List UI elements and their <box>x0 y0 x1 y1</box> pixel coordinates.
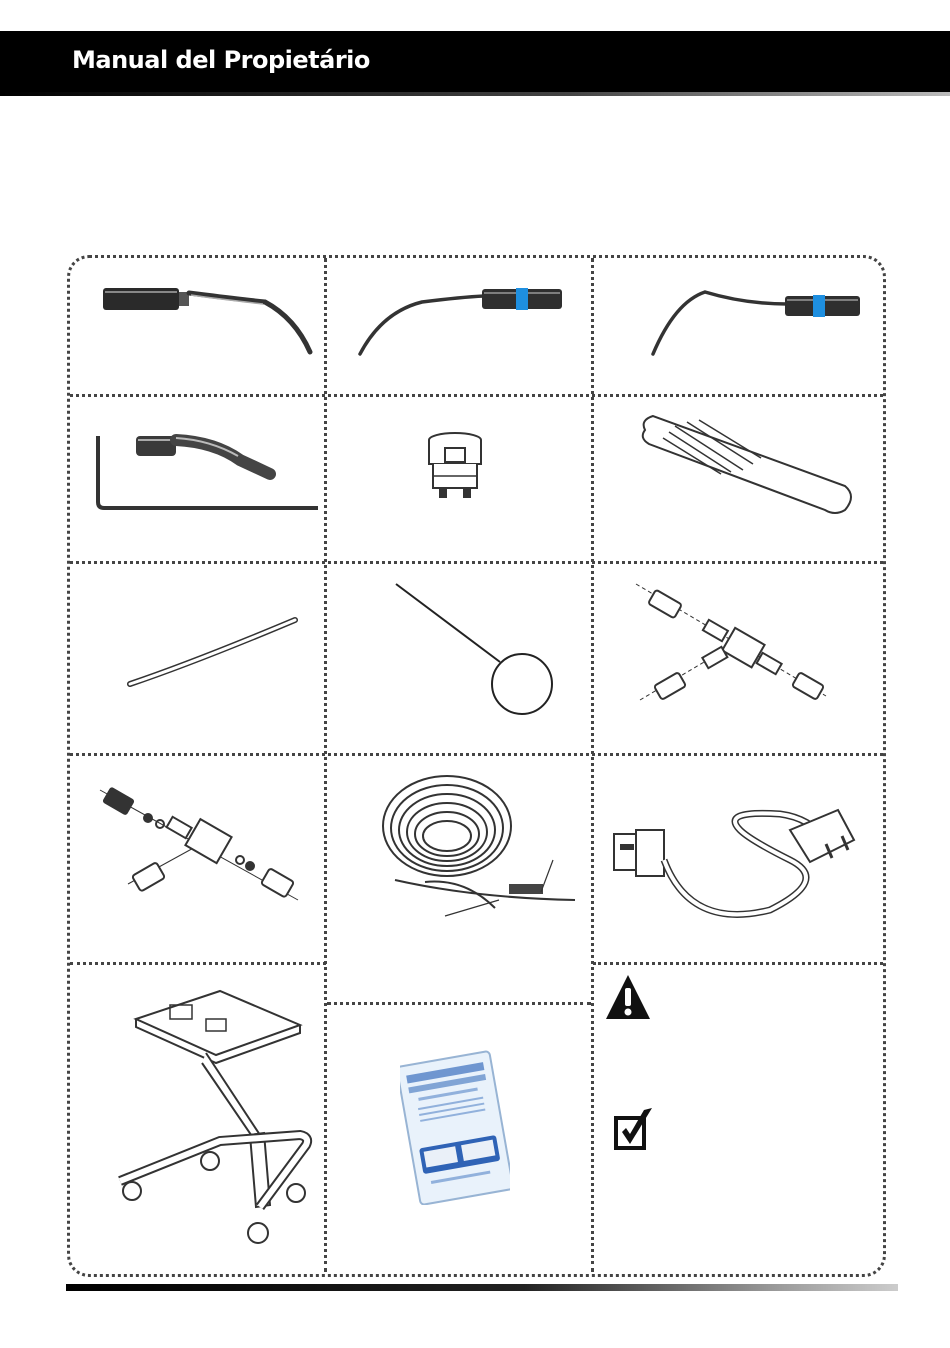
scaler-tip-image-1 <box>95 280 320 360</box>
power-cord-image <box>610 800 860 935</box>
scaler-tip-image-3 <box>645 282 870 362</box>
water-hose-coil-image <box>375 770 585 920</box>
sodium-bicarbonate-packet-image <box>400 1050 510 1205</box>
cleaning-wire-ring-image <box>390 580 560 720</box>
grid-divider-h4a <box>70 962 326 965</box>
tip-wrench-image <box>415 430 495 515</box>
header-gradient-stripe <box>0 92 950 96</box>
grid-divider-h3 <box>70 753 883 756</box>
handpiece-image <box>635 410 860 520</box>
grid-divider-h2 <box>70 561 883 564</box>
scaler-tip-image-2 <box>352 282 577 362</box>
page-title: Manual del Propietário <box>72 46 370 74</box>
hex-key-and-tip-image <box>90 430 322 515</box>
t-connector-image-2 <box>98 780 303 905</box>
tube-image <box>125 612 300 692</box>
grid-divider-h1 <box>70 394 883 397</box>
checkmark-box-icon <box>610 1104 656 1154</box>
grid-divider-h4b <box>593 962 883 965</box>
grid-divider-v2 <box>591 258 594 1272</box>
t-connector-image-1 <box>630 582 840 702</box>
footer-gradient-bar <box>66 1284 898 1291</box>
equipment-stand-image <box>110 985 320 1250</box>
warning-triangle-icon <box>604 973 652 1021</box>
grid-divider-v1 <box>324 258 327 1272</box>
grid-divider-h5 <box>327 1002 591 1005</box>
